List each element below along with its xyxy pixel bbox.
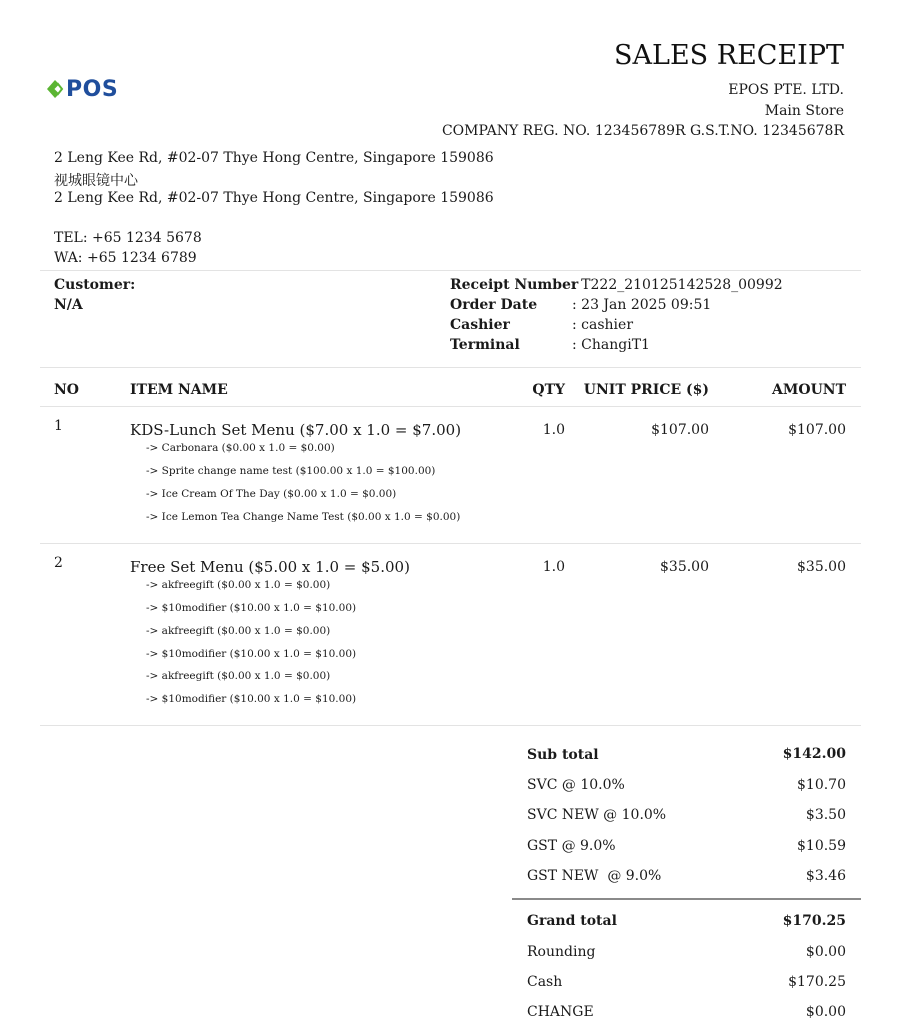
address-line-2: 视城眼镜中心: [54, 173, 138, 189]
modifier-line: -> $10modifier ($10.00 x 1.0 = $10.00): [146, 602, 357, 614]
item-no: 1: [54, 418, 63, 434]
subtotal-label: Sub total: [527, 747, 599, 763]
rounding-label: Rounding: [527, 944, 596, 960]
cash-value: $170.25: [788, 974, 846, 990]
tel: TEL: +65 1234 5678: [54, 230, 202, 246]
item-unit-price: $107.00: [651, 422, 709, 438]
modifier-line: -> $10modifier ($10.00 x 1.0 = $10.00): [146, 693, 357, 705]
terminal-value: : ChangiT1: [572, 337, 650, 353]
rounding-value: $0.00: [805, 944, 846, 960]
divider: [40, 543, 861, 544]
gst-label: GST @ 9.0%: [527, 838, 616, 854]
receipt-number-value: : T222_210125142528_00992: [572, 277, 783, 293]
col-unit-price-header: UNIT PRICE ($): [583, 382, 709, 398]
modifier-line: -> Ice Cream Of The Day ($0.00 x 1.0 = $0.00): [146, 488, 397, 500]
item-unit-price: $35.00: [660, 559, 709, 575]
svc-new-value: $3.50: [805, 807, 846, 823]
col-no-header: NO: [54, 382, 79, 398]
item-qty: 1.0: [542, 422, 565, 438]
change-value: $0.00: [805, 1004, 846, 1020]
gst-new-label: GST NEW @ 9.0%: [527, 868, 662, 884]
grand-total-label: Grand total: [527, 913, 617, 929]
item-qty: 1.0: [542, 559, 565, 575]
divider: [40, 725, 861, 726]
customer-label: Customer:: [54, 277, 136, 293]
customer-value: N/A: [54, 297, 83, 313]
cashier-label: Cashier: [450, 317, 510, 333]
divider: [40, 270, 861, 271]
item-name: KDS-Lunch Set Menu ($7.00 x 1.0 = $7.00): [130, 421, 462, 439]
modifier-line: -> Carbonara ($0.00 x 1.0 = $0.00): [146, 442, 335, 454]
svc-value: $10.70: [797, 777, 846, 793]
receipt-title: SALES RECEIPT: [614, 40, 844, 71]
terminal-label: Terminal: [450, 337, 520, 353]
subtotal-value: $142.00: [782, 746, 846, 762]
svc-new-label: SVC NEW @ 10.0%: [527, 807, 667, 823]
item-no: 2: [54, 555, 63, 571]
cash-label: Cash: [527, 974, 563, 990]
store-name: Main Store: [764, 103, 844, 119]
svc-label: SVC @ 10.0%: [527, 777, 625, 793]
change-label: CHANGE: [527, 1004, 594, 1020]
cashier-value: : cashier: [572, 317, 634, 333]
divider: [40, 367, 861, 368]
order-date-label: Order Date: [450, 297, 538, 313]
epos-logo-mark-icon: [44, 76, 64, 102]
modifier-line: -> akfreegift ($0.00 x 1.0 = $0.00): [146, 625, 331, 637]
gst-new-value: $3.46: [805, 868, 846, 884]
grand-total-value: $170.25: [782, 913, 846, 929]
modifier-line: -> akfreegift ($0.00 x 1.0 = $0.00): [146, 670, 331, 682]
modifier-line: -> Sprite change name test ($100.00 x 1.0 = $100.00): [146, 465, 436, 477]
address-line-1: 2 Leng Kee Rd, #02-07 Thye Hong Centre, Singapore 159086: [54, 150, 494, 166]
epos-logo: [44, 76, 118, 102]
logo-text: POS: [66, 76, 119, 102]
modifier-line: -> $10modifier ($10.00 x 1.0 = $10.00): [146, 648, 357, 660]
company-reg: COMPANY REG. NO. 123456789R G.S.T.NO. 12345678R: [441, 123, 844, 139]
order-date-value: : 23 Jan 2025 09:51: [572, 297, 712, 313]
whatsapp: WA: +65 1234 6789: [54, 250, 197, 266]
item-amount: $35.00: [797, 559, 846, 575]
item-amount: $107.00: [788, 422, 846, 438]
col-qty-header: QTY: [532, 382, 565, 398]
divider: [40, 406, 861, 407]
item-name: Free Set Menu ($5.00 x 1.0 = $5.00): [130, 558, 410, 576]
modifier-line: -> Ice Lemon Tea Change Name Test ($0.00 x 1.0 = $0.00): [146, 511, 461, 523]
grand-total-divider: [512, 898, 861, 900]
receipt-number-label: Receipt Number: [450, 277, 579, 293]
address-line-3: 2 Leng Kee Rd, #02-07 Thye Hong Centre, Singapore 159086: [54, 190, 494, 206]
col-item-header: ITEM NAME: [130, 382, 228, 398]
col-amount-header: AMOUNT: [772, 382, 846, 398]
company-name: EPOS PTE. LTD.: [728, 82, 844, 98]
modifier-line: -> akfreegift ($0.00 x 1.0 = $0.00): [146, 579, 331, 591]
gst-value: $10.59: [797, 838, 846, 854]
